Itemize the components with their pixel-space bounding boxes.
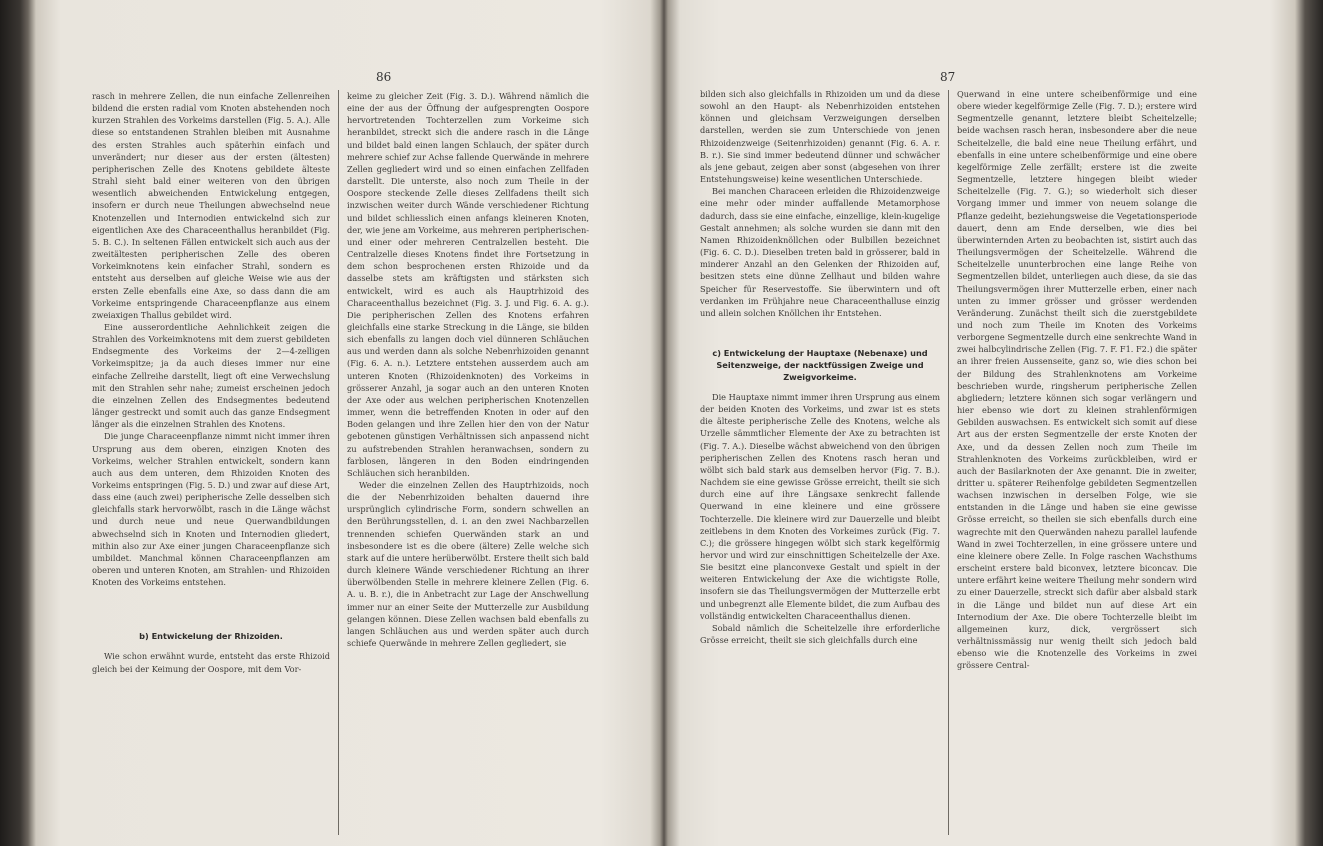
left-page [40, 0, 640, 846]
column-divider [338, 90, 339, 835]
right-column-2 [957, 88, 1197, 828]
page-number: 87 [940, 70, 956, 84]
paragraph: Eine ausserordentliche Aehnlichkeit zeigen die Strahlen des Vorkeimknotens mit dem zuerst gebildeten Endsegmente des Vorkeims der 2—4-zelligen Vorkeimspitze; ja da auch dieses immer nur eine einfache Zellreihe darstellt, liegt oft eine Verwechslung mit den Strahlen sehr nahe; zumeist erscheinen jedoch die einzelnen Zellen des Endsegmentes bedeutend länger gestreckt und somit auch das ganze Endsegment länger als die einzelnen Strahlen des Knotens. [92, 321, 330, 430]
paragraph: rasch in mehrere Zellen, die nun einfache Zellenreihen bildend die ersten radial vom Knoten abstehenden noch kurzen Strahlen des Vorkeims darstellen (Fig. 5. A.). Alle diese so entstandenen Strahlen bleiben mit Ausnahme des ersten Strahles auch späterhin einfach und unverändert; nur dieser aus der ersten (ältesten) peripherischen Zelle des Knotens gebildete älteste Strahl sieht bald einer weiteren von den übrigen wesentlich abweichenden Entwickelung entgegen, insofern er durch neue Theilungen abwechselnd neue Knotenzellen und Internodien entwickelnd sich zur eigentlichen Axe des Characeenthallus heranbildet (Fig. 5. B. C.). In seltenen Fällen entwickelt sich auch aus der zweitältesten peripherischen Zelle des oberen Vorkeimknotens kein einfacher Strahl, sondern es entsteht aus derselben auf gleiche Weise wie aus der ersten Zelle ebenfalls eine Axe, so dass dann die am Vorkeime entspringende Characeenpflanze aus einem zweiaxigen Thallus gebildet wird. [92, 91, 330, 320]
paragraph: bilden sich also gleichfalls in Rhizoiden um und da diese sowohl an den Haupt- als Nebenrhizoiden entstehen können und gleichsam Verzweigungen derselben darstellen, werden sie zum Unterschiede von jenen Rhizoidenzweige (Seitenrhizoiden) genannt (Fig. 6. A. r. B. r.). Sie sind immer bedeutend dünner und schwächer als jene gebaut, zeigen aber sonst (abgesehen von ihrer Entstehungsweise) keine wesentlichen Unterschiede. [700, 89, 940, 185]
paragraph: Die Hauptaxe nimmt immer ihren Ursprung aus einem der beiden Knoten des Vorkeims, und zwar ist es stets die älteste peripherische Zelle des Knotens, welche als Urzelle sämmtlicher Elemente der Axe zu betrachten ist (Fig. 7. A.). Dieselbe wächst abweichend von den übrigen peripherischen Zellen des Knotens rasch heran und wölbt sich bald stark aus demselben hervor (Fig. 7. B.). Nachdem sie eine gewisse Grösse erreicht, theilt sie sich durch eine auf ihre Längsaxe senkrecht fallende Querwand in eine kleinere und eine grössere Tochterzelle. Die kleinere wird zur Dauerzelle und bleibt zeitlebens in dem Knoten des Vorkeimes zurück (Fig. 7. C.); die grössere hingegen wölbt sich stark kegelförmig hervor und wird zur einschnittigen Scheitelzelle der Axe. Sie besitzt eine planconvexe Gestalt und spielt in der weiteren Entwickelung der Axe die wichtigste Rolle, insofern sie das Theilungsvermögen der Mutterzelle erbt und unbegrenzt alle Elemente bildet, die zum Aufbau des vollständig entwickelten Characeenthallus dienen. [700, 391, 940, 621]
right-column-1 [700, 88, 940, 828]
column-divider [948, 90, 949, 835]
paragraph: Wie schon erwähnt wurde, entsteht das erste Rhizoid gleich bei der Keimung der Oospore, mit dem Vor- [92, 651, 330, 674]
paragraph: Bei manchen Characeen erleiden die Rhizoidenzweige eine mehr oder minder auffallende Metamorphose dadurch, dass sie eine einfache, einzellige, klein-kugelige Gestalt annehmen; als solche wurden sie dann mit den Namen Rhizoidenknöllchen oder Bulbillen bezeichnet (Fig. 6. C. D.). Dieselben treten bald in grösserer, bald in minderer Anzahl an den Gelenken der Rhizoiden auf, besitzen stets eine dünne Zellhaut und bilden wahre Speicher für Reservestoffe. Sie überwintern und oft verdanken im Frühjahre neue Characeenthalluse einzig und allein solchen Knöllchen ihr Entstehen. [700, 186, 940, 318]
left-column-2 [347, 90, 589, 830]
page-number: 86 [376, 70, 392, 84]
paragraph: keime zu gleicher Zeit (Fig. 3. D.). Während nämlich die eine der aus der Öffnung der aufgesprengten Oospore hervortretenden Tochterzellen zum Vorkeime sich heranbildet, streckt sich die andere rasch in die Länge und bildet bald einen langen Schlauch, der später durch mehrere schief zur Achse fallende Querwände in mehrere Zellen gegliedert wird und so einen einfachen Zellfaden darstellt. Die unterste, also noch zum Theile in der Oospore steckende Zelle dieses Zellfadens theilt sich inzwischen weiter durch Wände verschiedener Richtung und bildet schliesslich einen anfangs kleineren Knoten, der, wie jene am Vorkeime, aus mehreren peripherischen- und einer oder mehreren Centralzellen besteht. Die Centralzelle dieses Knotens findet ihre Fortsetzung in dem schon besprochenen ersten Rhizoide und da dasselbe stets am kräftigsten und stärksten sich entwickelt, wird es auch als Hauptrhizoid des Characeenthallus bezeichnet (Fig. 3. J. und Fig. 6. A. g.). Die peripherischen Zellen des Knotens erfahren gleichfalls eine starke Streckung in die Länge, sie bilden sich ebenfalls zu langen doch viel dünneren Schläuchen aus und werden dann als solche Nebenrhizoiden genannt (Fig. 6. A. n.). Letztere entstehen ausserdem auch am unteren Knoten (Rhizoidenknoten) des Vorkeims in grösserer Anzahl, ja sogar auch an den unteren Knoten der Axe oder aus welchen peripherischen Knotenzellen immer, wenn die betreffenden Knoten in oder auf den Boden gelangen und ihre Zellen hier den von der Natur gebotenen günstigen Verhältnissen sich anpassend nicht zu aufstrebenden Strahlen heranwachsen, sondern zu farblosen, längeren in den Boden eindringenden Schläuchen sich heranbilden. [347, 91, 589, 478]
paragraph: Querwand in eine untere scheibenförmige und eine obere wieder kegelförmige Zelle (Fig. 7. D.); erstere wird Segmentzelle genannt, letztere bleibt Scheitelzelle; beide wachsen rasch heran, insbesondere aber die neue Scheitelzelle, die bald eine neue Theilung erfährt, und ebenfalls in eine untere scheibenförmige und eine obere kegelförmige Zelle zerfällt; erstere ist die zweite Segmentzelle, letztere hingegen bleibt wieder Scheitelzelle (Fig. 7. G.); so wiederholt sich dieser Vorgang immer und immer von neuem solange die Pflanze gedeiht, beziehungsweise die Vegetationsperiode dauert, denn am Ende derselben, wie dies bei überwinternden Arten zu beobachten ist, sistirt auch das Theilungsvermögen der Scheitelzelle. Während die Scheitelzelle ununterbrochen eine lange Reihe von Segmentzellen bildet, unterliegen auch diese, da sie das Theilungsvermögen ihrer Mutterzelle erben, einer nach unten zu immer grösser und grösser werdenden Veränderung. Zunächst theilt sich die zuerstgebildete und noch zum Theile im Knoten des Vorkeims verborgene Segmentzelle durch eine senkrechte Wand in zwei halbcylindrische Zellen (Fig. 7. F. F1. F2.) die später an ihrer freien Aussenseite, ganz so, wie dies schon bei der Bildung des Strahlenknotens am Vorkeime beschrieben wurde, ringsherum peripherische Zellen abgliedern; letztere können sich sogar verlängern und hier ebenso wie dort zu kleinen strahlenförmigen Gebilden auswachsen. Es entwickelt sich somit auf diese Art aus der ersten Segmentzelle der erste Knoten der Axe, und da dessen Zellen noch zum Theile im Strahlenknoten des Vorkeims zurückbleiben, wird er auch der Basilarknoten der Axe genannt. Die in zweiter, dritter u. späterer Reihenfolge gebildeten Segmentzellen wachsen inzwischen in derselben Folge, wie sie entstanden in die Länge und haben sie eine gewisse Grösse erreicht, so theilen sie sich ebenfalls durch eine wagrechte mit den Querwänden nahezu parallel laufende Wand in zwei Tochterzellen, in eine grössere untere und eine kleinere obere Zelle. In Folge raschen Wachsthums erscheint erstere bald biconvex, letztere biconcav. Die untere erfährt keine weitere Theilung mehr sondern wird zu einer Dauerzelle, streckt sich dafür aber alsbald stark in die Länge und bildet nun auf diese Art ein Internodium der Axe. Die obere Tochterzelle bleibt im allgemeinen kurz, dick, vergrössert sich verhältnissmässig nur wenig theilt sich jedoch bald ebenso wie die Knotenzelle des Vorkeims in zwei grössere Central- [957, 89, 1197, 671]
paragraph: Weder die einzelnen Zellen des Hauptrhizoids, noch die der Nebenrhizoiden behalten dauernd ihre ursprünglich cylindrische Form, sondern schwellen an den Berührungsstellen, d. i. an den zwei Nachbarzellen trennenden schiefen Querwänden stark an und insbesondere ist es die obere (ältere) Zelle welche sich stark auf die untere herüberwölbt. Erstere theilt sich bald durch kleinere Wände verschiedener Richtung an ihrer überwölbenden Stelle in mehrere kleinere Zellen (Fig. 6. A. u. B. r.), die in Anbetracht zur Lage der Anschwellung immer nur an einer Seite der Mutterzelle zur Ausbildung gelangen können. Diese Zellen wachsen bald ebenfalls zu langen Schläuchen aus und werden später auch durch schiefe Querwände in mehrere Zellen gegliedert, sie [347, 480, 589, 649]
left-column-1 [92, 90, 330, 830]
paragraph: Sobald nämlich die Scheitelzelle ihre erforderliche Grösse erreicht, theilt sie sich gleichfalls durch eine [700, 622, 940, 646]
right-page [690, 0, 1280, 846]
paragraph: Die junge Characeenpflanze nimmt nicht immer ihren Ursprung aus dem oberen, einzigen Knoten des Vorkeims, welcher Strahlen entwickelt, sondern kann auch aus dem unteren, dem Rhizoiden Knoten des Vorkeims entspringen (Fig. 5. D.) und zwar auf diese Art, dass eine (auch zwei) peripherische Zelle desselben sich gleichfalls stark hervorwölbt, rasch in die Länge wächst und durch neue und neue Querwandbildungen abwechselnd sich in Knoten und Internodien gliedert, mithin also zur Axe einer jungen Characeenpflanze sich umbildet. Manchmal können Characeenpflanzen am oberen und unteren Knoten, am Strahlen- und Rhizoiden Knoten des Vorkeims entstehen. [92, 431, 330, 588]
section-heading: b) Entwickelung der Rhizoiden. [139, 631, 283, 642]
section-heading: c) Entwickelung der Hauptaxe (Nebenaxe) und Seitenzweige, der nacktfüssigen Zweige und Zweigvorkeime. [712, 347, 928, 382]
